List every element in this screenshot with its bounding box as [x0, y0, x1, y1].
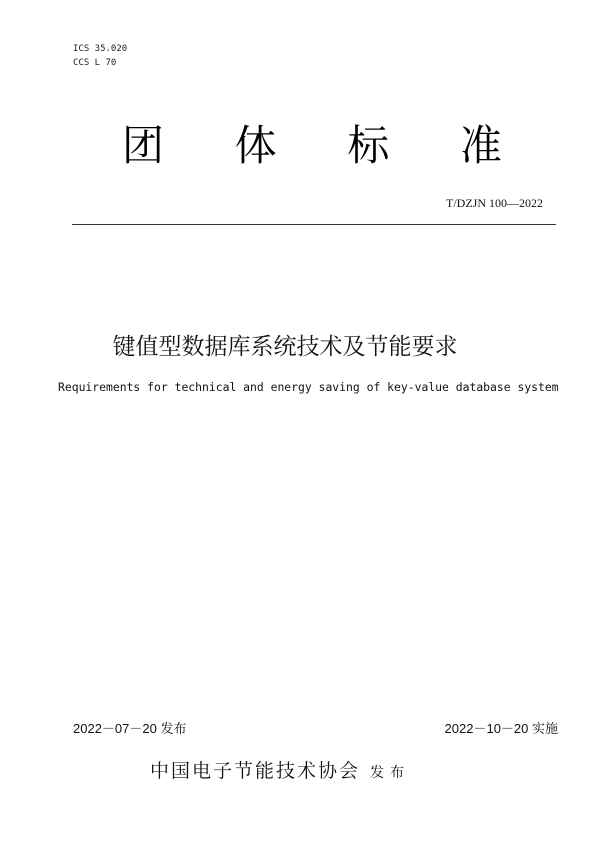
classification-codes [73, 42, 127, 70]
publish-date: 2022－07－20 发布 [73, 721, 187, 736]
implement-date: 2022－10－20 实施 [444, 721, 558, 736]
standard-type-char: 体 [234, 121, 277, 170]
standard-type-char: 标 [347, 121, 390, 170]
standard-number: T/DZJN 100—2022 [446, 196, 543, 210]
ics-code: ICS 35.020 [73, 44, 128, 54]
ccs-code: CCS L 70 [73, 58, 117, 68]
publisher-line [150, 756, 410, 783]
header-divider [72, 224, 556, 225]
standard-type-heading [122, 118, 502, 174]
publisher-issue-label: 发布 [370, 765, 411, 781]
standard-type-char: 团 [122, 121, 165, 170]
publisher-name: 中国电子节能技术协会 [150, 760, 361, 782]
document-title-cn: 键值型数据库系统技术及节能要求 [112, 334, 458, 360]
document-title-en: Requirements for technical and energy saving of key-value database system [58, 380, 559, 394]
standard-type-char: 准 [459, 121, 502, 170]
